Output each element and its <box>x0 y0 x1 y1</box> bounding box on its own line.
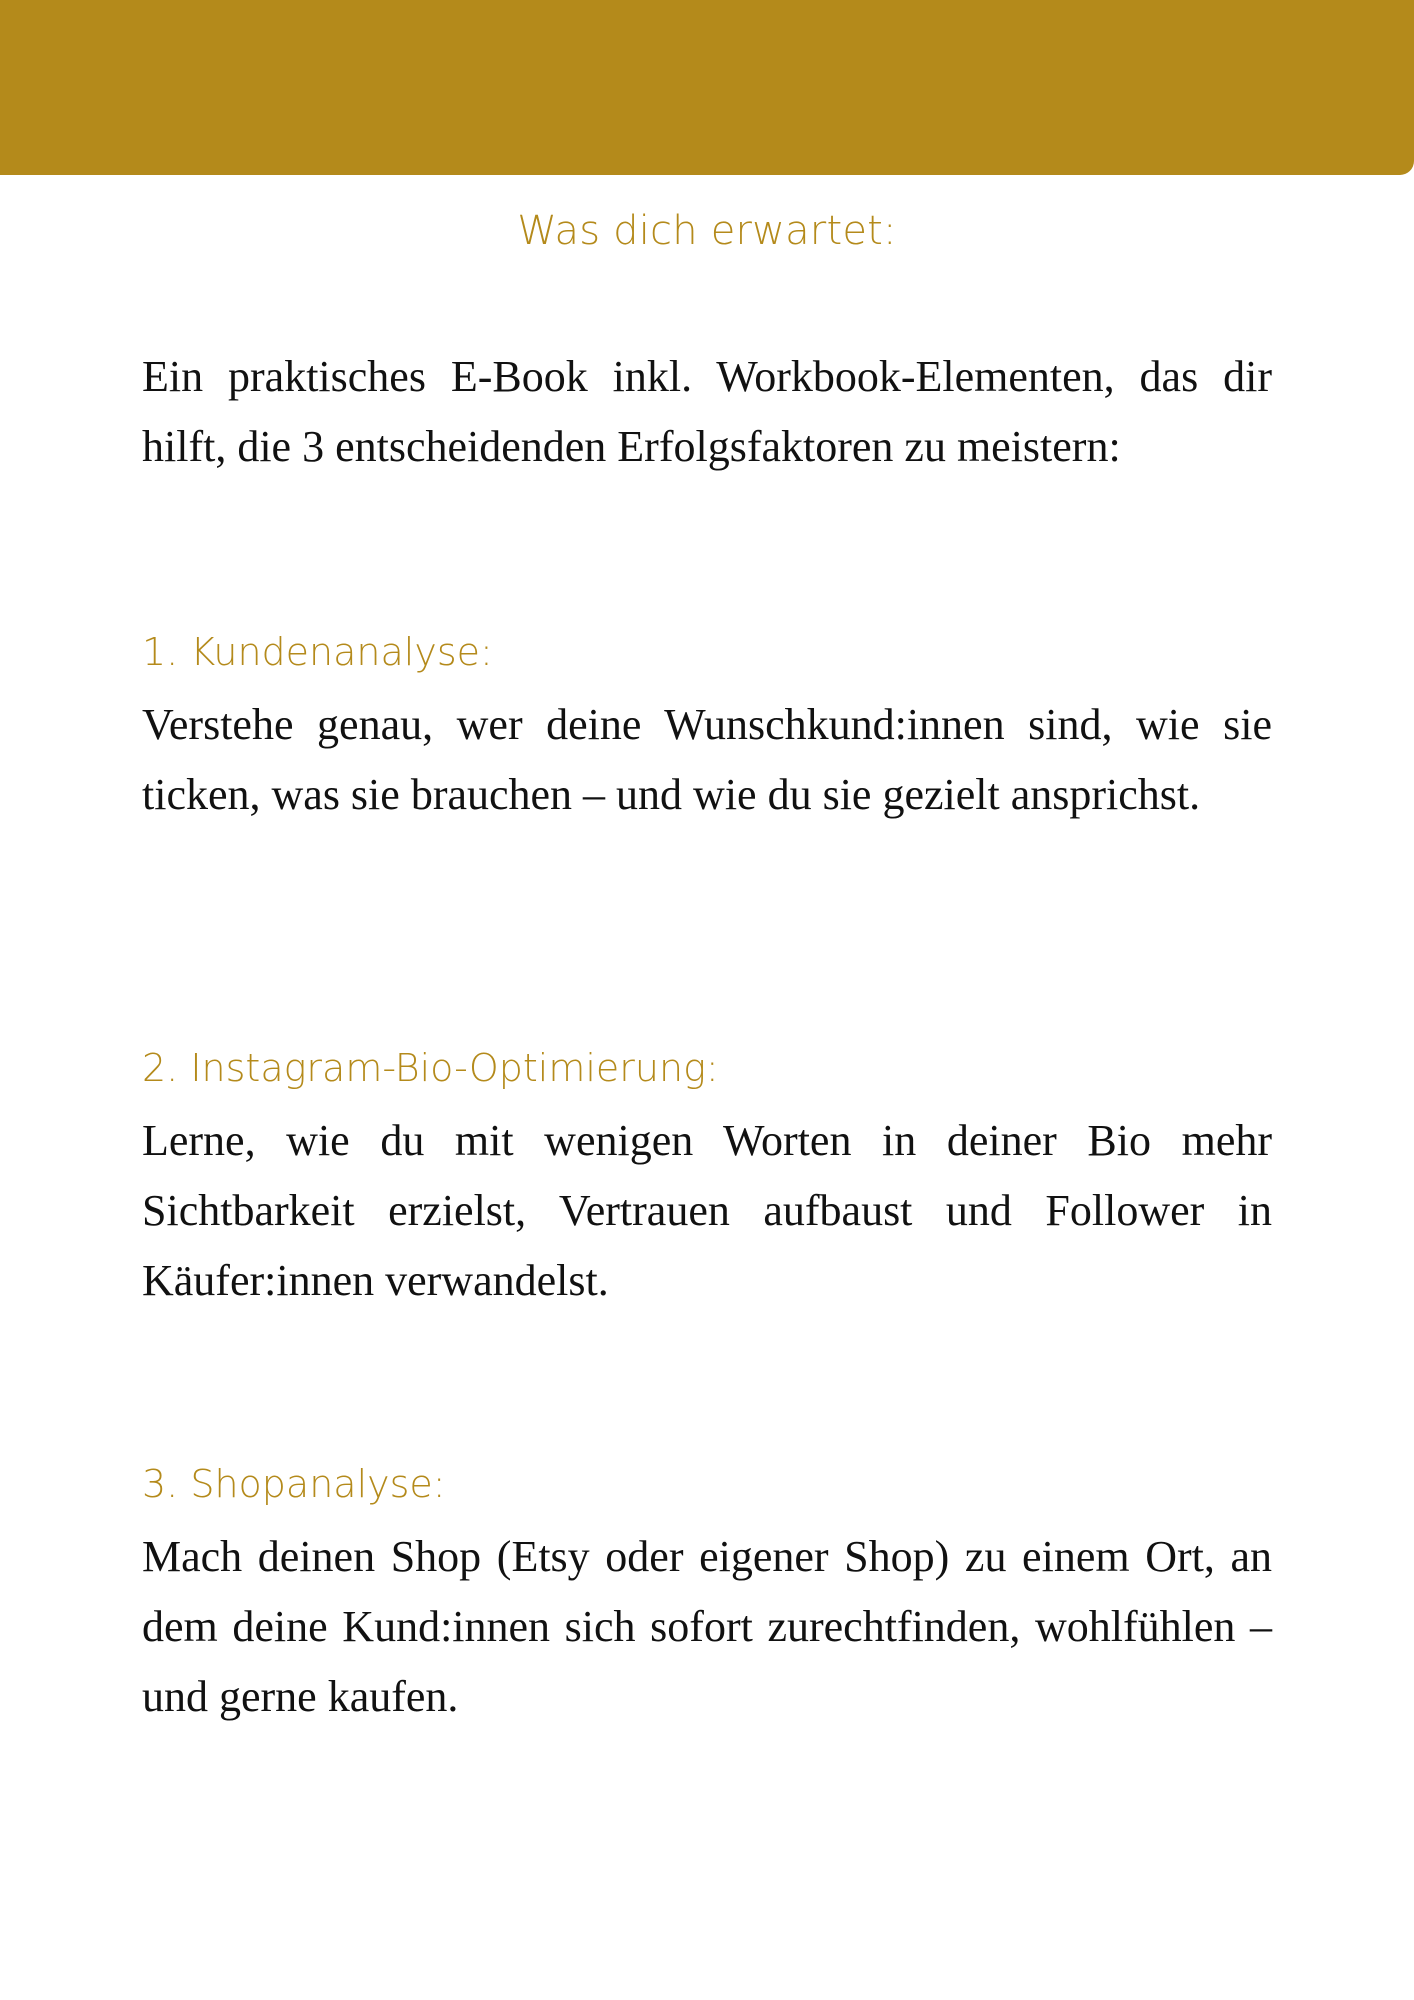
section-text-shopanalyse: Mach deinen Shop (Etsy oder eigener Shop) zu einem Ort, an dem deine Kund:innen sich sofort zurechtfinden, wohlfühlen – und gerne kaufen. <box>142 1532 1272 1721</box>
page-title: Was dich erwartet: <box>517 208 897 254</box>
header-band <box>0 0 1414 175</box>
section-heading-instagram-bio: 2. Instagram-Bio-Optimierung: <box>142 1046 719 1090</box>
section-heading-kundenanalyse: 1. Kundenanalyse: <box>142 630 493 674</box>
section-text-instagram-bio: Lerne, wie du mit wenigen Worten in deiner Bio mehr Sichtbarkeit erzielst, Vertrauen aufbaust und Follower in Käufer:innen verwandelst. <box>142 1116 1272 1305</box>
intro-paragraph: Ein praktisches E-Book inkl. Workbook-Elementen, das dir hilft, die 3 entscheidenden Erfolgsfaktoren zu meistern: <box>142 352 1272 471</box>
section-text-kundenanalyse: Verstehe genau, wer deine Wunschkund:innen sind, wie sie ticken, was sie brauchen – und wie du sie gezielt ansprichst. <box>142 700 1272 819</box>
section-heading-shopanalyse: 3. Shopanalyse: <box>142 1462 446 1506</box>
